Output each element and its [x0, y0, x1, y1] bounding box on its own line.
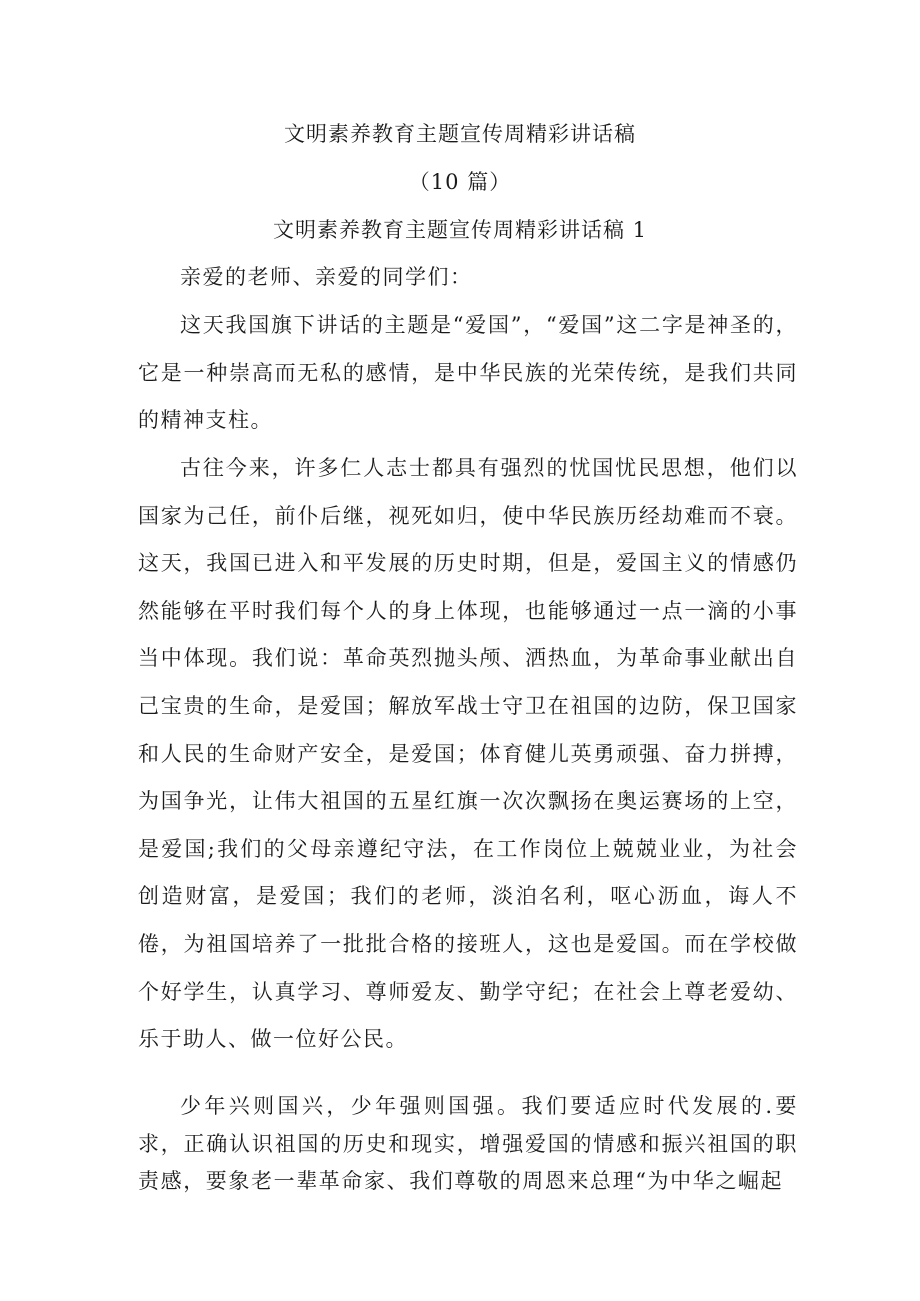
salutation-paragraph: 亲爱的老师、亲爱的同学们：	[180, 265, 473, 289]
body-paragraph: 少年兴则国兴，少年强则国强。我们要适应时代发展的.要求，正确认识祖国的历史和现实，增强爱国的情感和振兴祖国的职责感，要象老一辈革命家、我们尊敬的周恩来总理“为中华之崛起	[138, 1094, 798, 1193]
body-paragraph: 这天我国旗下讲话的主题是“爱国”，“爱国”这二字是神圣的，它是一种崇高而无私的感情，是中华民族的光荣传统，是我们共同的精神支柱。	[138, 313, 798, 433]
document-title-count: （10 篇）	[408, 170, 512, 194]
document-subtitle: 文明素养教育主题宣传周精彩讲话稿 1	[272, 218, 648, 242]
body-paragraph: 古往今来，许多仁人志士都具有强烈的忧国忧民思想，他们以国家为己任，前仆后继，视死如归，使中华民族历经劫难而不衰。这天，我国已进入和平发展的历史时期，但是，爱国主义的情感仍然能够在平时我们每个人的身上体现，也能够通过一点一滴的小事当中体现。我们说：革命英烈抛头颅、洒热血，为革命事业献出自己宝贵的生命，是爱国；解放军战士守卫在祖国的边防，保卫国家和人民的生命财产安全，是爱国；体育健儿英勇顽强、奋力拼搏，为国争光，让伟大祖国的五星红旗一次次飘扬在奥运赛场的上空，是爱国;我们的父母亲遵纪守法，在工作岗位上兢兢业业，为社会创造财富，是爱国；我们的老师，淡泊名利，呕心沥血，诲人不倦，为祖国培养了一批批合格的接班人，这也是爱国。而在学校做个好学生，认真学习、尊师爱友、勤学守纪；在社会上尊老爱幼、乐于助人、做一位好公民。	[138, 456, 798, 1052]
document-title: 文明素养教育主题宣传周精彩讲话稿	[284, 122, 636, 146]
